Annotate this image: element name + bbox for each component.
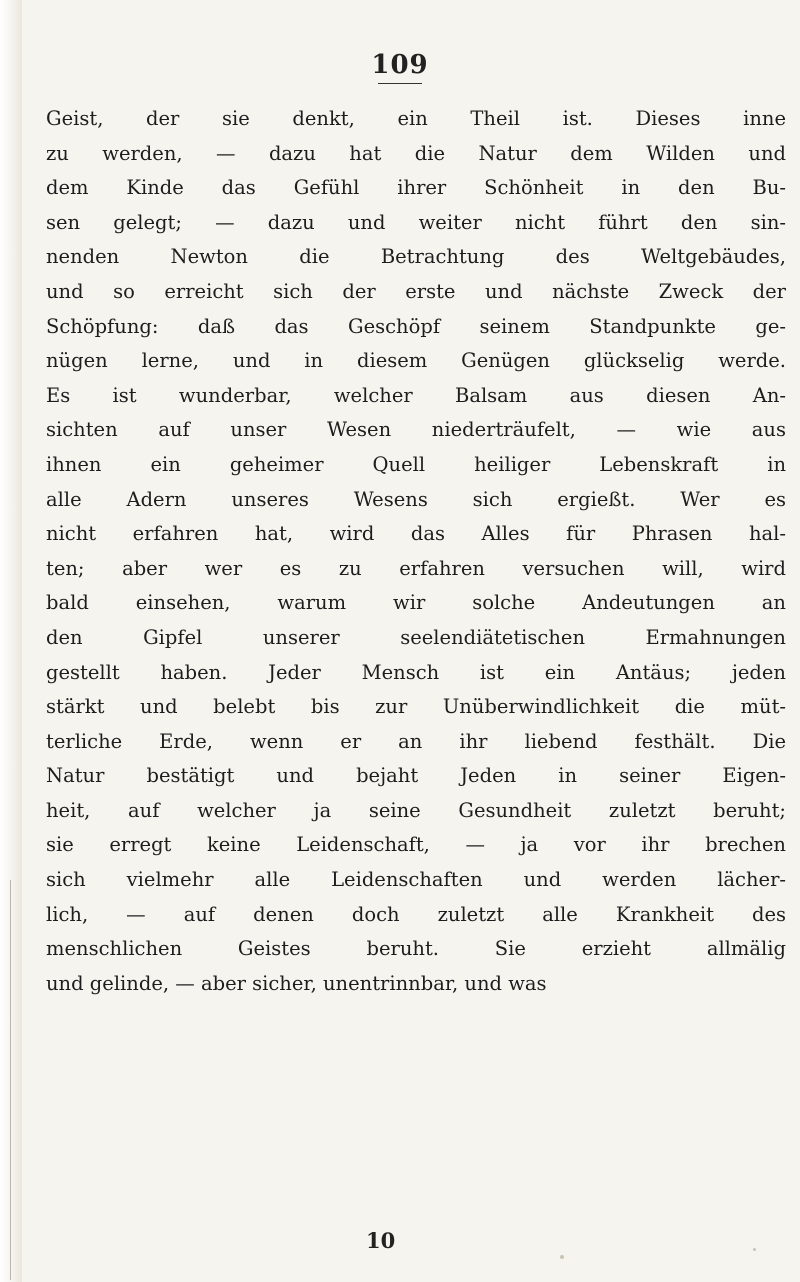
text-line: nicht erfahren hat, wird das Alles für Phrasen hal- — [46, 522, 786, 546]
text-line: und so erreicht sich der erste und nächste Zweck der — [46, 279, 786, 303]
gutter-crease — [10, 880, 11, 1280]
text-line: sich vielmehr alle Leidenschaften und werden lächer- — [46, 868, 786, 892]
text-line: nügen lerne, und in diesem Genügen glückselig werde. — [46, 349, 786, 373]
text-line: gestellt haben. Jeder Mensch ist ein Antäus; jeden — [46, 660, 786, 684]
text-line: Es ist wunderbar, welcher Balsam aus diesen An- — [46, 383, 786, 407]
text-line: Natur bestätigt und bejaht Jeden in seiner Eigen- — [46, 764, 786, 788]
text-line: und gelinde, — aber sicher, unentrinnbar, und was — [46, 971, 547, 995]
text-line: zu werden, — dazu hat die Natur dem Wilden und — [46, 141, 786, 165]
text-line: den Gipfel unserer seelendiätetischen Ermahnungen — [46, 625, 786, 649]
text-line: ihnen ein geheimer Quell heiliger Lebenskraft in — [46, 452, 786, 476]
text-line: sen gelegt; — dazu und weiter nicht führt den sin- — [46, 210, 786, 234]
text-line: lich, — auf denen doch zuletzt alle Krankheit des — [46, 902, 786, 926]
paper-speck — [753, 1248, 756, 1251]
page-number: 109 — [330, 50, 470, 80]
text-line: menschlichen Geistes beruht. Sie erzieht allmälig — [46, 937, 786, 961]
text-line: ten; aber wer es zu erfahren versuchen will, wird — [46, 556, 786, 580]
page-gutter — [0, 0, 22, 1282]
text-line: heit, auf welcher ja seine Gesundheit zuletzt beruht; — [46, 798, 786, 822]
text-line: bald einsehen, warum wir solche Andeutungen an — [46, 591, 786, 615]
body-text — [46, 102, 786, 1001]
text-line: Geist, der sie denkt, ein Theil ist. Dieses inne — [46, 107, 786, 130]
text-line: alle Adern unseres Wesens sich ergießt. Wer es — [46, 487, 786, 511]
signature-mark: 10 — [366, 1228, 396, 1253]
text-line: Schöpfung: daß das Geschöpf seinem Standpunkte ge- — [46, 314, 786, 338]
paper-speck — [560, 1255, 564, 1259]
text-line: nenden Newton die Betrachtung des Weltgebäudes, — [46, 245, 786, 269]
text-line: dem Kinde das Gefühl ihrer Schönheit in den Bu- — [46, 176, 786, 200]
text-line: stärkt und belebt bis zur Unüberwindlichkeit die müt- — [46, 695, 786, 719]
text-line: sie erregt keine Leidenschaft, — ja vor ihr brechen — [46, 833, 786, 857]
text-line: sichten auf unser Wesen niederträufelt, — wie aus — [46, 418, 786, 442]
text-line: terliche Erde, wenn er an ihr liebend festhält. Die — [46, 729, 786, 753]
